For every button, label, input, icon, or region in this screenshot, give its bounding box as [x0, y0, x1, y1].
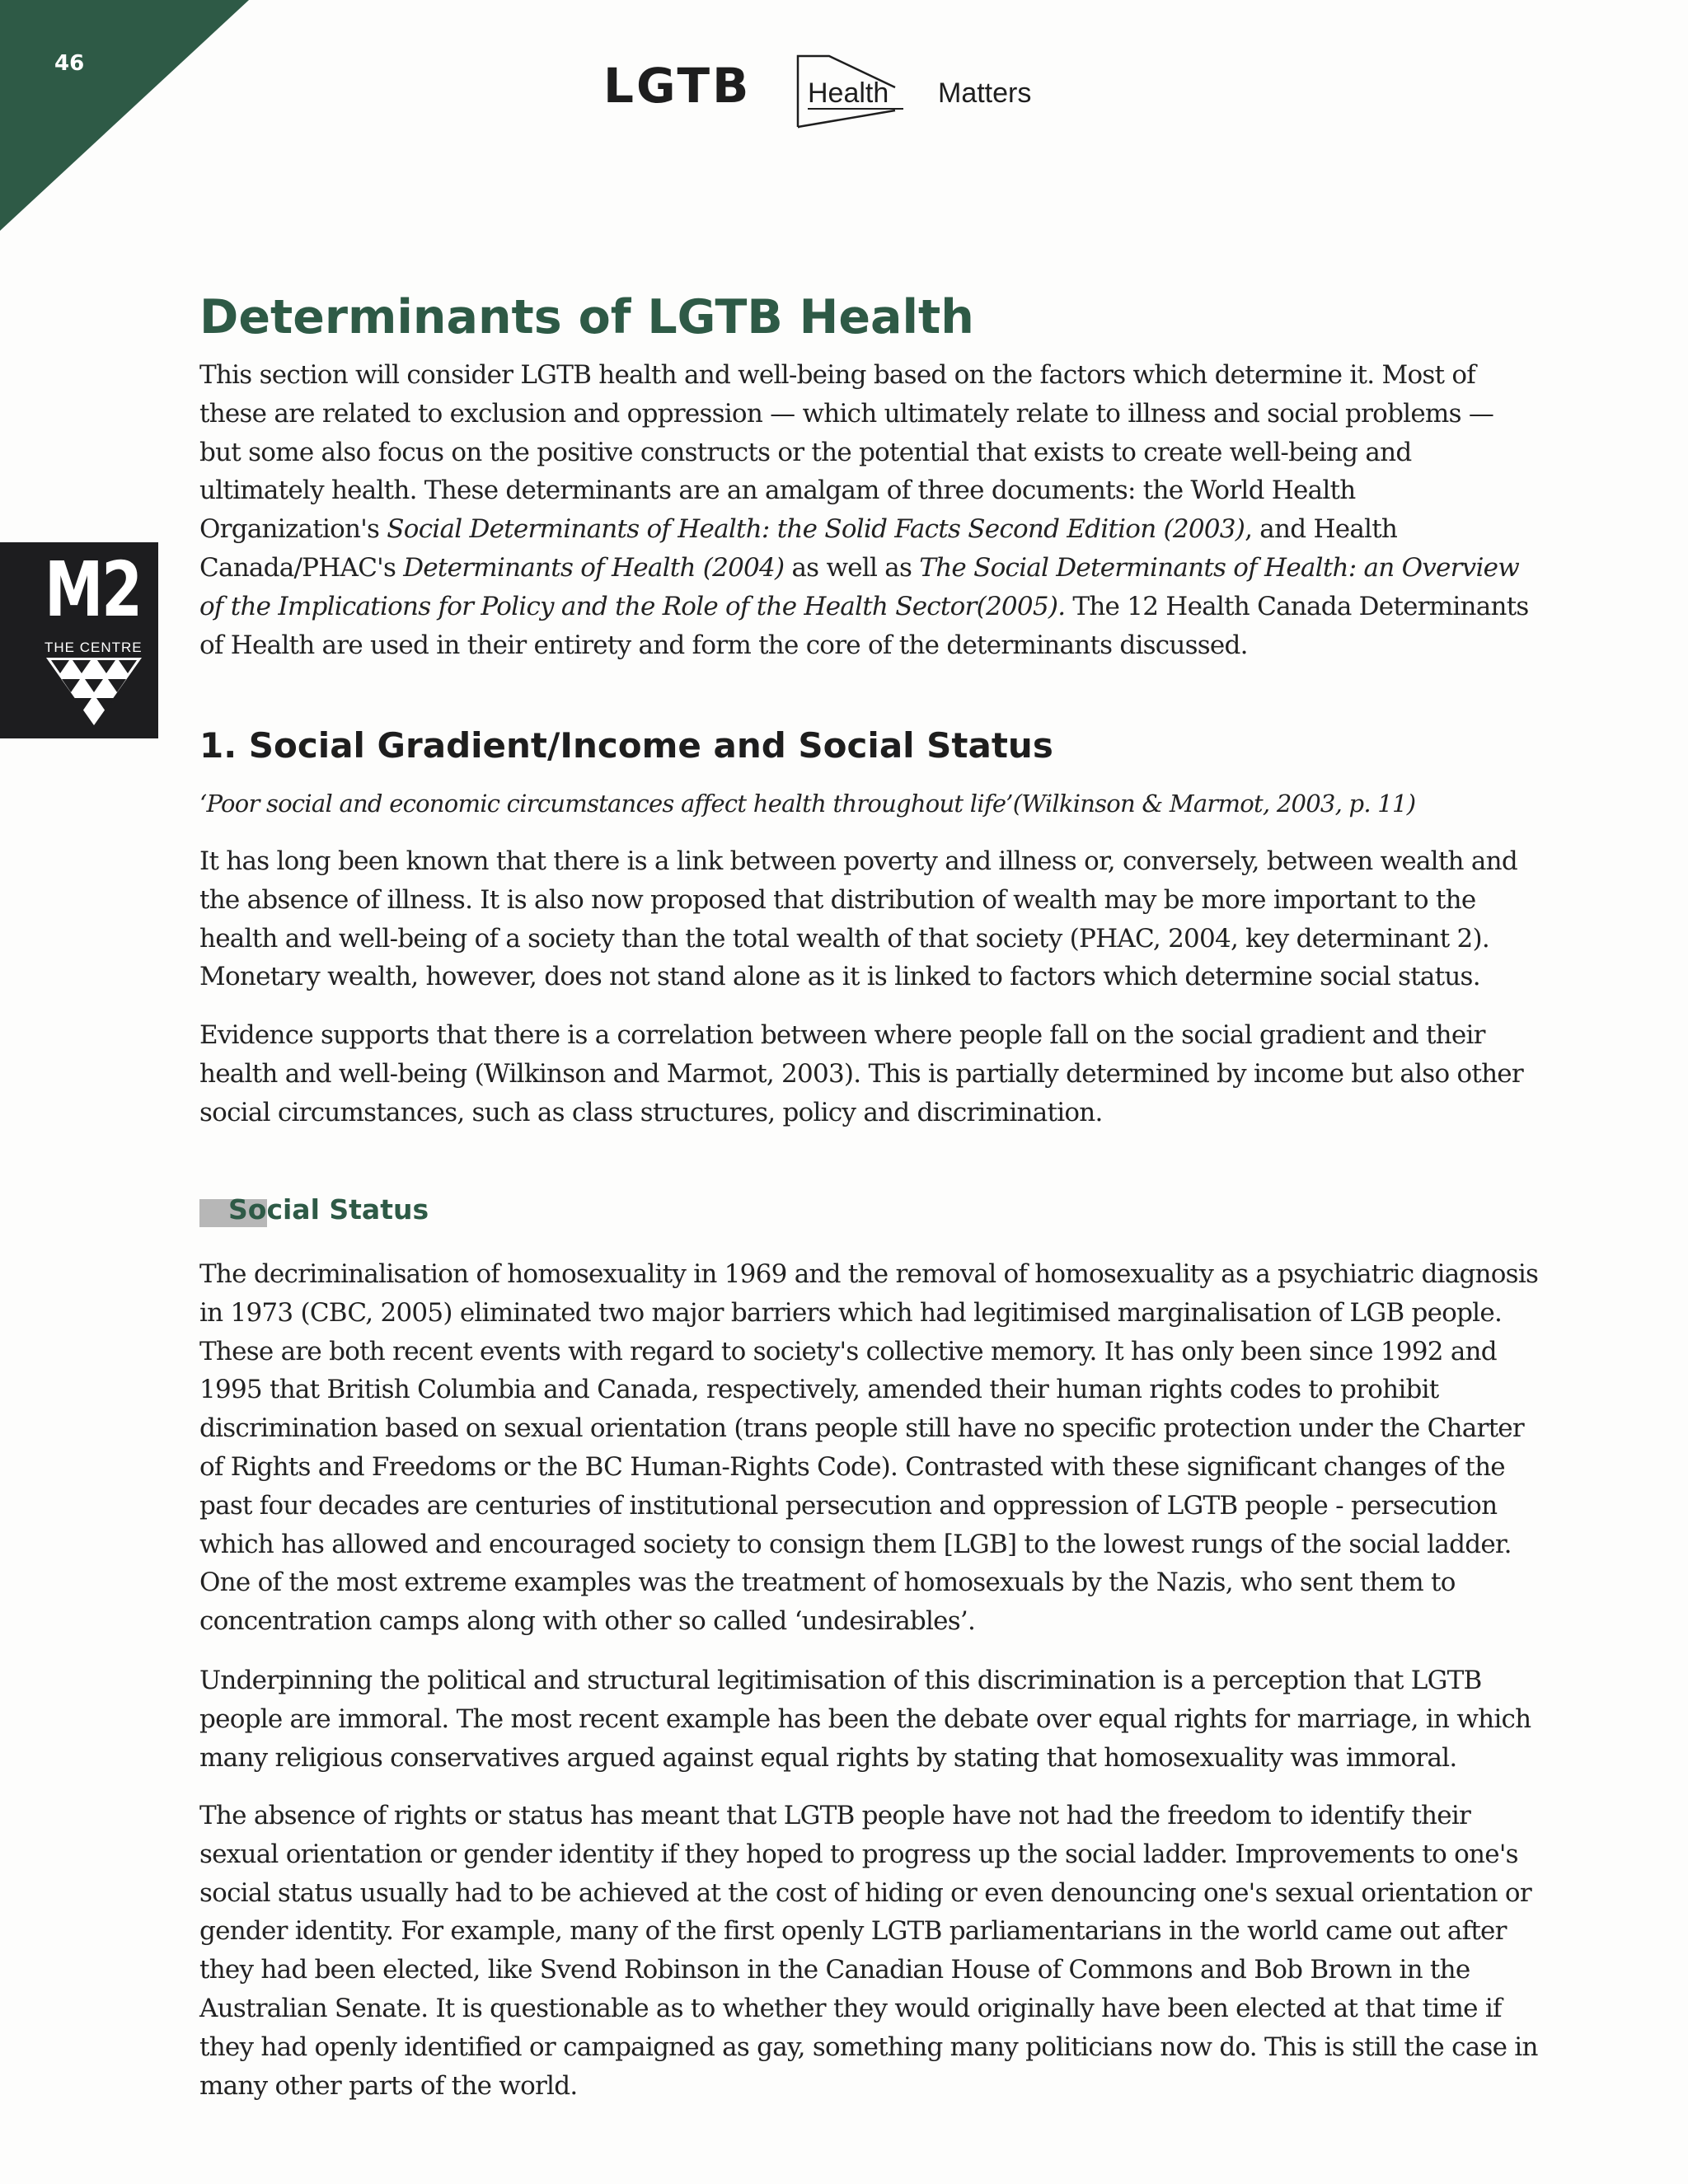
section-paragraph-2: Evidence supports that there is a correlation between where people fall on the social gradient and their health and well-being (Wilkinson and Marmot, 2003). This is partially determined by income but also other social circumstances, such as class structures, policy and discrimination. — [199, 1020, 1523, 1127]
subsection-paragraph-3: The absence of rights or status has meant that LGTB people have not had the freedom to identify their sexual orientation or gender identity if they hoped to progress up the social ladder. Improvements to one's social status usually had to be achieved at the cost of hiding or even denouncing one's sexual orientation or gender identity. For example, many of the first openly LGTB parliamentarians in the world came out after they had been elected, like Svend Robinson in the Canadian House of Commons and Bob Brown in the Australian Senate. It is questionable as to whether they would originally have been elected at that time if they had openly identified or campaigned as gay, something many politicians now do. This is still the case in many other parts of the world. — [199, 1801, 1538, 2101]
section-paragraph-1: It has long been known that there is a link between poverty and illness or, conversely, between wealth and the absence of illness. It is also now proposed that distribution of wealth may be more important to the health and well-being of a society than the total wealth of that society (PHAC, 2004, key determinant 2). Monetary wealth, however, does not stand alone as it is linked to factors which determine social status. — [199, 846, 1517, 992]
subsection-paragraph-1: The decriminalisation of homosexuality in 1969 and the removal of homosexuality as a psychiatric diagnosis in 1973 (CBC, 2005) eliminated two major barriers which had legitimised marginalisation of LGB people. These are both recent events with regard to society's collective memory. It has only been since 1992 and 1995 that British Columbia and Canada, respectively, amended their human rights codes to prohibit discrimination based on sexual orientation (trans people still have no specific protection under the Charter of Rights and Freedoms or the BC Human-Rights Code). Contrasted with these significant changes of the past four decades are centuries of institutional persecution and oppression of LGTB people - persecution which has allowed and encouraged society to consign them [LGB] to the lowest rungs of the social ladder. One of the most extreme examples was the treatment of homosexuals by the Nazis, who sent them to concentration camps along with other so called ‘undesirables’. — [199, 1259, 1539, 1637]
intro-paragraph — [199, 356, 1539, 664]
intro-text-1: This section will consider LGTB health and well-being based on the factors which determine it. Most of these are related to exclusion and oppression — which ultimately relate to illness and social problems — but some also focus on the positive constructs or the potential that exists to create well-being and ultimately health. These determinants are an amalgam of three documents: the World Health Organization's — [199, 360, 1494, 545]
triangle-logo-icon — [45, 653, 143, 727]
corner-decoration — [0, 0, 249, 231]
page-title: Determinants of LGTB Health — [199, 290, 974, 344]
module-tab — [0, 542, 158, 738]
page-number: 46 — [54, 51, 85, 76]
module-code: M2 — [45, 546, 141, 634]
logo-matters: Matters — [938, 77, 1032, 109]
intro-text-3: as well as — [784, 552, 920, 583]
header-logo — [602, 51, 1088, 127]
intro-citation-3: The Social Determinants of Health: an Overview of the Implications for Policy and the Role of the Health Sector(2005). — [199, 552, 1519, 621]
subsection-paragraph-2: Underpinning the political and structural legitimisation of this discrimination is a perception that LGTB people are immoral. The most recent example has been the debate over equal rights for marriage, in which many religious conservatives argued against equal rights by stating that homosexuality was immoral. — [199, 1666, 1531, 1773]
intro-citation-2: Determinants of Health (2004) — [403, 552, 785, 583]
subsection-heading — [199, 1193, 429, 1226]
intro-text-2: , and Health Canada/PHAC's — [199, 514, 1398, 583]
centre-label: THE CENTRE — [45, 640, 143, 655]
section-heading: 1. Social Gradient/Income and Social Status — [199, 725, 1053, 766]
page-title-block — [199, 288, 1536, 346]
intro-text-4: The 12 Health Canada Determinants of Health are used in their entirety and form the core of the determinants discussed. — [199, 591, 1529, 660]
section-quote: ‘Poor social and economic circumstances affect health throughout life’(Wilkinson & Marmot, 2003, p. 11) — [199, 790, 1416, 818]
intro-citation-1: Social Determinants of Health: the Solid Facts Second Edition (2003) — [387, 514, 1245, 545]
logo-health: Health — [808, 77, 889, 109]
subsection-heading-text: Social Status — [228, 1193, 429, 1226]
logo-lgtb: LGTB — [603, 58, 752, 114]
